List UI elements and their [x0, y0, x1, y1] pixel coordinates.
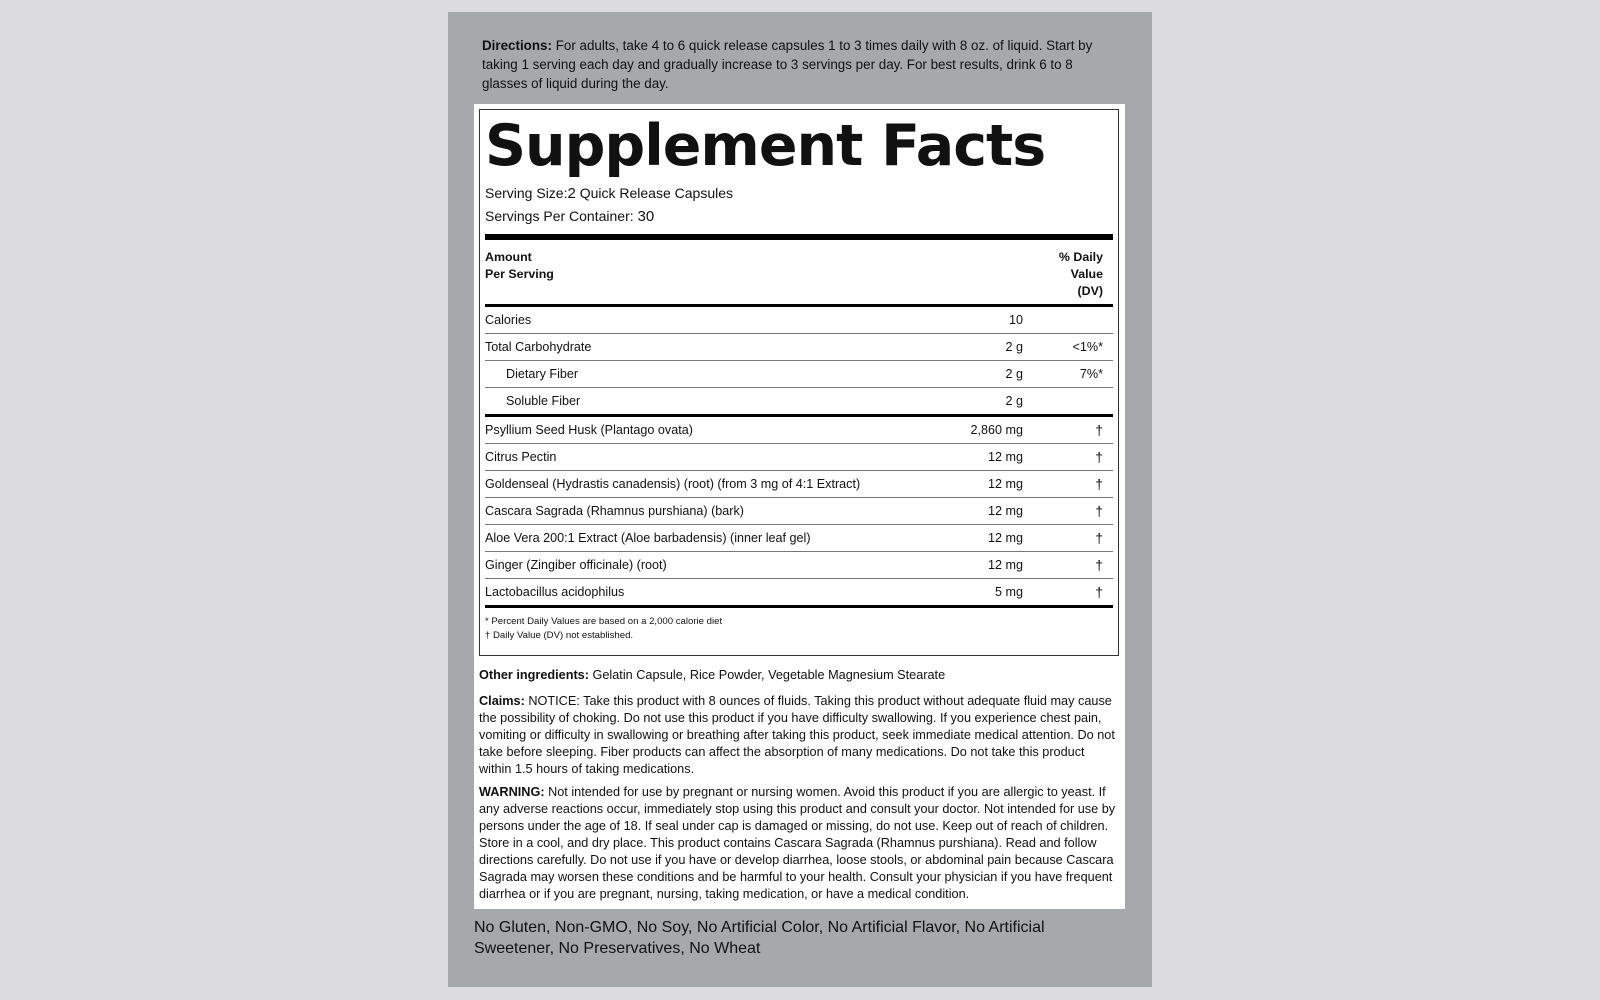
- nutrient-group-1: [485, 307, 1113, 414]
- amount-header: [485, 249, 554, 300]
- nutrient-amount: 2 g: [1005, 367, 1023, 381]
- ingredient-dv: †: [1095, 584, 1103, 600]
- claims-paragraph: [479, 693, 1119, 778]
- table-row: [485, 498, 1113, 525]
- footnote-dv-not-established: † Daily Value (DV) not established.: [485, 630, 634, 641]
- ingredient-amount: 5 mg: [995, 585, 1023, 599]
- ingredient-amount: 12 mg: [987, 558, 1023, 572]
- table-row: [485, 579, 1113, 605]
- servings-value: 30: [637, 208, 655, 225]
- ingredient-name: Citrus Pectin: [485, 450, 557, 464]
- ingredient-name: Goldenseal (Hydrastis canadensis) (root) (from 3 mg of 4:1 Extract): [485, 477, 861, 491]
- facts-header: [485, 240, 1113, 304]
- ingredient-dv: †: [1095, 476, 1103, 492]
- dv-header-line: % Daily: [1058, 250, 1103, 264]
- amount-header-line: Per Serving: [485, 267, 554, 281]
- table-row: [485, 444, 1113, 471]
- nutrient-group-2: [485, 417, 1113, 605]
- table-row: [485, 361, 1113, 388]
- servings-per-container: [485, 205, 1113, 228]
- footnote-daily-values: * Percent Daily Values are based on a 2,000 calorie diet: [485, 616, 723, 627]
- other-ingredients: [479, 667, 1119, 684]
- ingredient-dv: †: [1095, 530, 1103, 546]
- directions-label: Directions:: [482, 38, 552, 53]
- other-ingredients-text: Gelatin Capsule, Rice Powder, Vegetable Magnesium Stearate: [592, 668, 946, 682]
- ingredient-amount: 12 mg: [987, 477, 1023, 491]
- serving-size-value: 2: [567, 185, 576, 202]
- ingredient-name: Psyllium Seed Husk (Plantago ovata): [485, 423, 693, 437]
- warning-paragraph: [479, 784, 1119, 903]
- ingredient-amount: 12 mg: [987, 450, 1023, 464]
- ingredient-dv: †: [1095, 449, 1103, 465]
- table-row: [485, 417, 1113, 444]
- table-row: [485, 471, 1113, 498]
- claims-label: Claims:: [479, 694, 525, 708]
- nutrient-amount: 10: [1008, 313, 1023, 327]
- table-row: [485, 334, 1113, 361]
- facts-title: Supplement Facts: [485, 113, 1046, 179]
- ingredient-dv: †: [1095, 557, 1103, 573]
- servings-label: Servings Per Container:: [485, 208, 634, 224]
- warning-text: Not intended for use by pregnant or nursing women. Avoid this product if you are allergic to yeast. If any adverse reactions occur, immediately stop using this product and consult your doctor. Not intended for use by persons under the age of 18. If seal under cap is damaged or missing, do not use. Keep out of reach of children. Store in a cool, and dry place. This product contains Cascara Sagrada (Rhamnus purshiana). Read and follow directions carefully. Do not use if you have or develop diarrhea, loose stools, or abdominal pain because Cascara Sagrada may worsen these conditions and be harmful to your health. Consult your physician if you have frequent diarrhea or if you are pregnant, nursing, taking medication, or have a medical condition.: [479, 785, 1116, 901]
- table-row: [485, 388, 1113, 414]
- serving-size-unit: Quick Release Capsules: [575, 185, 734, 201]
- ingredient-amount: 2,860 mg: [970, 423, 1023, 437]
- free-from-claims: No Gluten, Non-GMO, No Soy, No Artificial Color, No Artificial Flavor, No Artificial Sweetener, No Preservatives, No Wheat: [474, 919, 1045, 957]
- directions-text: For adults, take 4 to 6 quick release capsules 1 to 3 times daily with 8 oz. of liquid. Start by taking 1 serving each day and gradually increase to 3 servings per day. For best results, drink 6 to 8 glasses of liquid during the day.: [482, 38, 1093, 91]
- nutrient-name: Soluble Fiber: [506, 394, 581, 408]
- product-label-panel: [448, 12, 1152, 987]
- ingredient-amount: 12 mg: [987, 531, 1023, 545]
- claims-text: NOTICE: Take this product with 8 ounces of fluids. Taking this product without adequate fluid may cause the possibility of choking. Do not use this product if you have difficulty swallowing. If you experience chest pain, vomiting or difficulty in swallowing or breathing after taking this product, seek immediate medical attention. Do not take before sleeping. Fiber products can affect the absorption of many medications. Do not take this product within 1.5 hours of taking medications.: [479, 694, 1115, 776]
- warning-label: WARNING:: [479, 785, 545, 799]
- ingredient-name: Ginger (Zingiber officinale) (root): [485, 558, 667, 572]
- ingredient-name: Aloe Vera 200:1 Extract (Aloe barbadensis) (inner leaf gel): [485, 531, 811, 545]
- nutrient-name: Total Carbohydrate: [485, 340, 592, 354]
- table-row: [485, 307, 1113, 334]
- label-white-area: [474, 104, 1125, 909]
- nutrient-dv: 7%*: [1079, 367, 1103, 381]
- dv-header: [1059, 249, 1103, 300]
- ingredient-name: Cascara Sagrada (Rhamnus purshiana) (bark): [485, 504, 744, 518]
- directions-paragraph: [482, 36, 1102, 93]
- dv-header-line: (DV): [1077, 284, 1103, 298]
- ingredient-name: Lactobacillus acidophilus: [485, 585, 625, 599]
- nutrient-amount: 2 g: [1005, 340, 1023, 354]
- nutrient-name: Dietary Fiber: [506, 367, 579, 381]
- serving-size-label: Serving Size:: [485, 185, 568, 201]
- table-row: [485, 552, 1113, 579]
- nutrient-dv: <1%*: [1072, 340, 1103, 354]
- facts-footnotes: [485, 608, 1113, 643]
- nutrient-name: Calories: [485, 313, 532, 327]
- ingredient-dv: †: [1095, 503, 1103, 519]
- ingredient-dv: †: [1095, 422, 1103, 438]
- table-row: [485, 525, 1113, 552]
- supplement-facts-panel: [479, 109, 1119, 656]
- other-ingredients-label: Other ingredients:: [479, 668, 589, 682]
- ingredient-amount: 12 mg: [987, 504, 1023, 518]
- dv-header-line: Value: [1070, 267, 1103, 281]
- serving-size: [485, 182, 1113, 205]
- nutrient-amount: 2 g: [1005, 394, 1023, 408]
- amount-header-line: Amount: [485, 250, 532, 264]
